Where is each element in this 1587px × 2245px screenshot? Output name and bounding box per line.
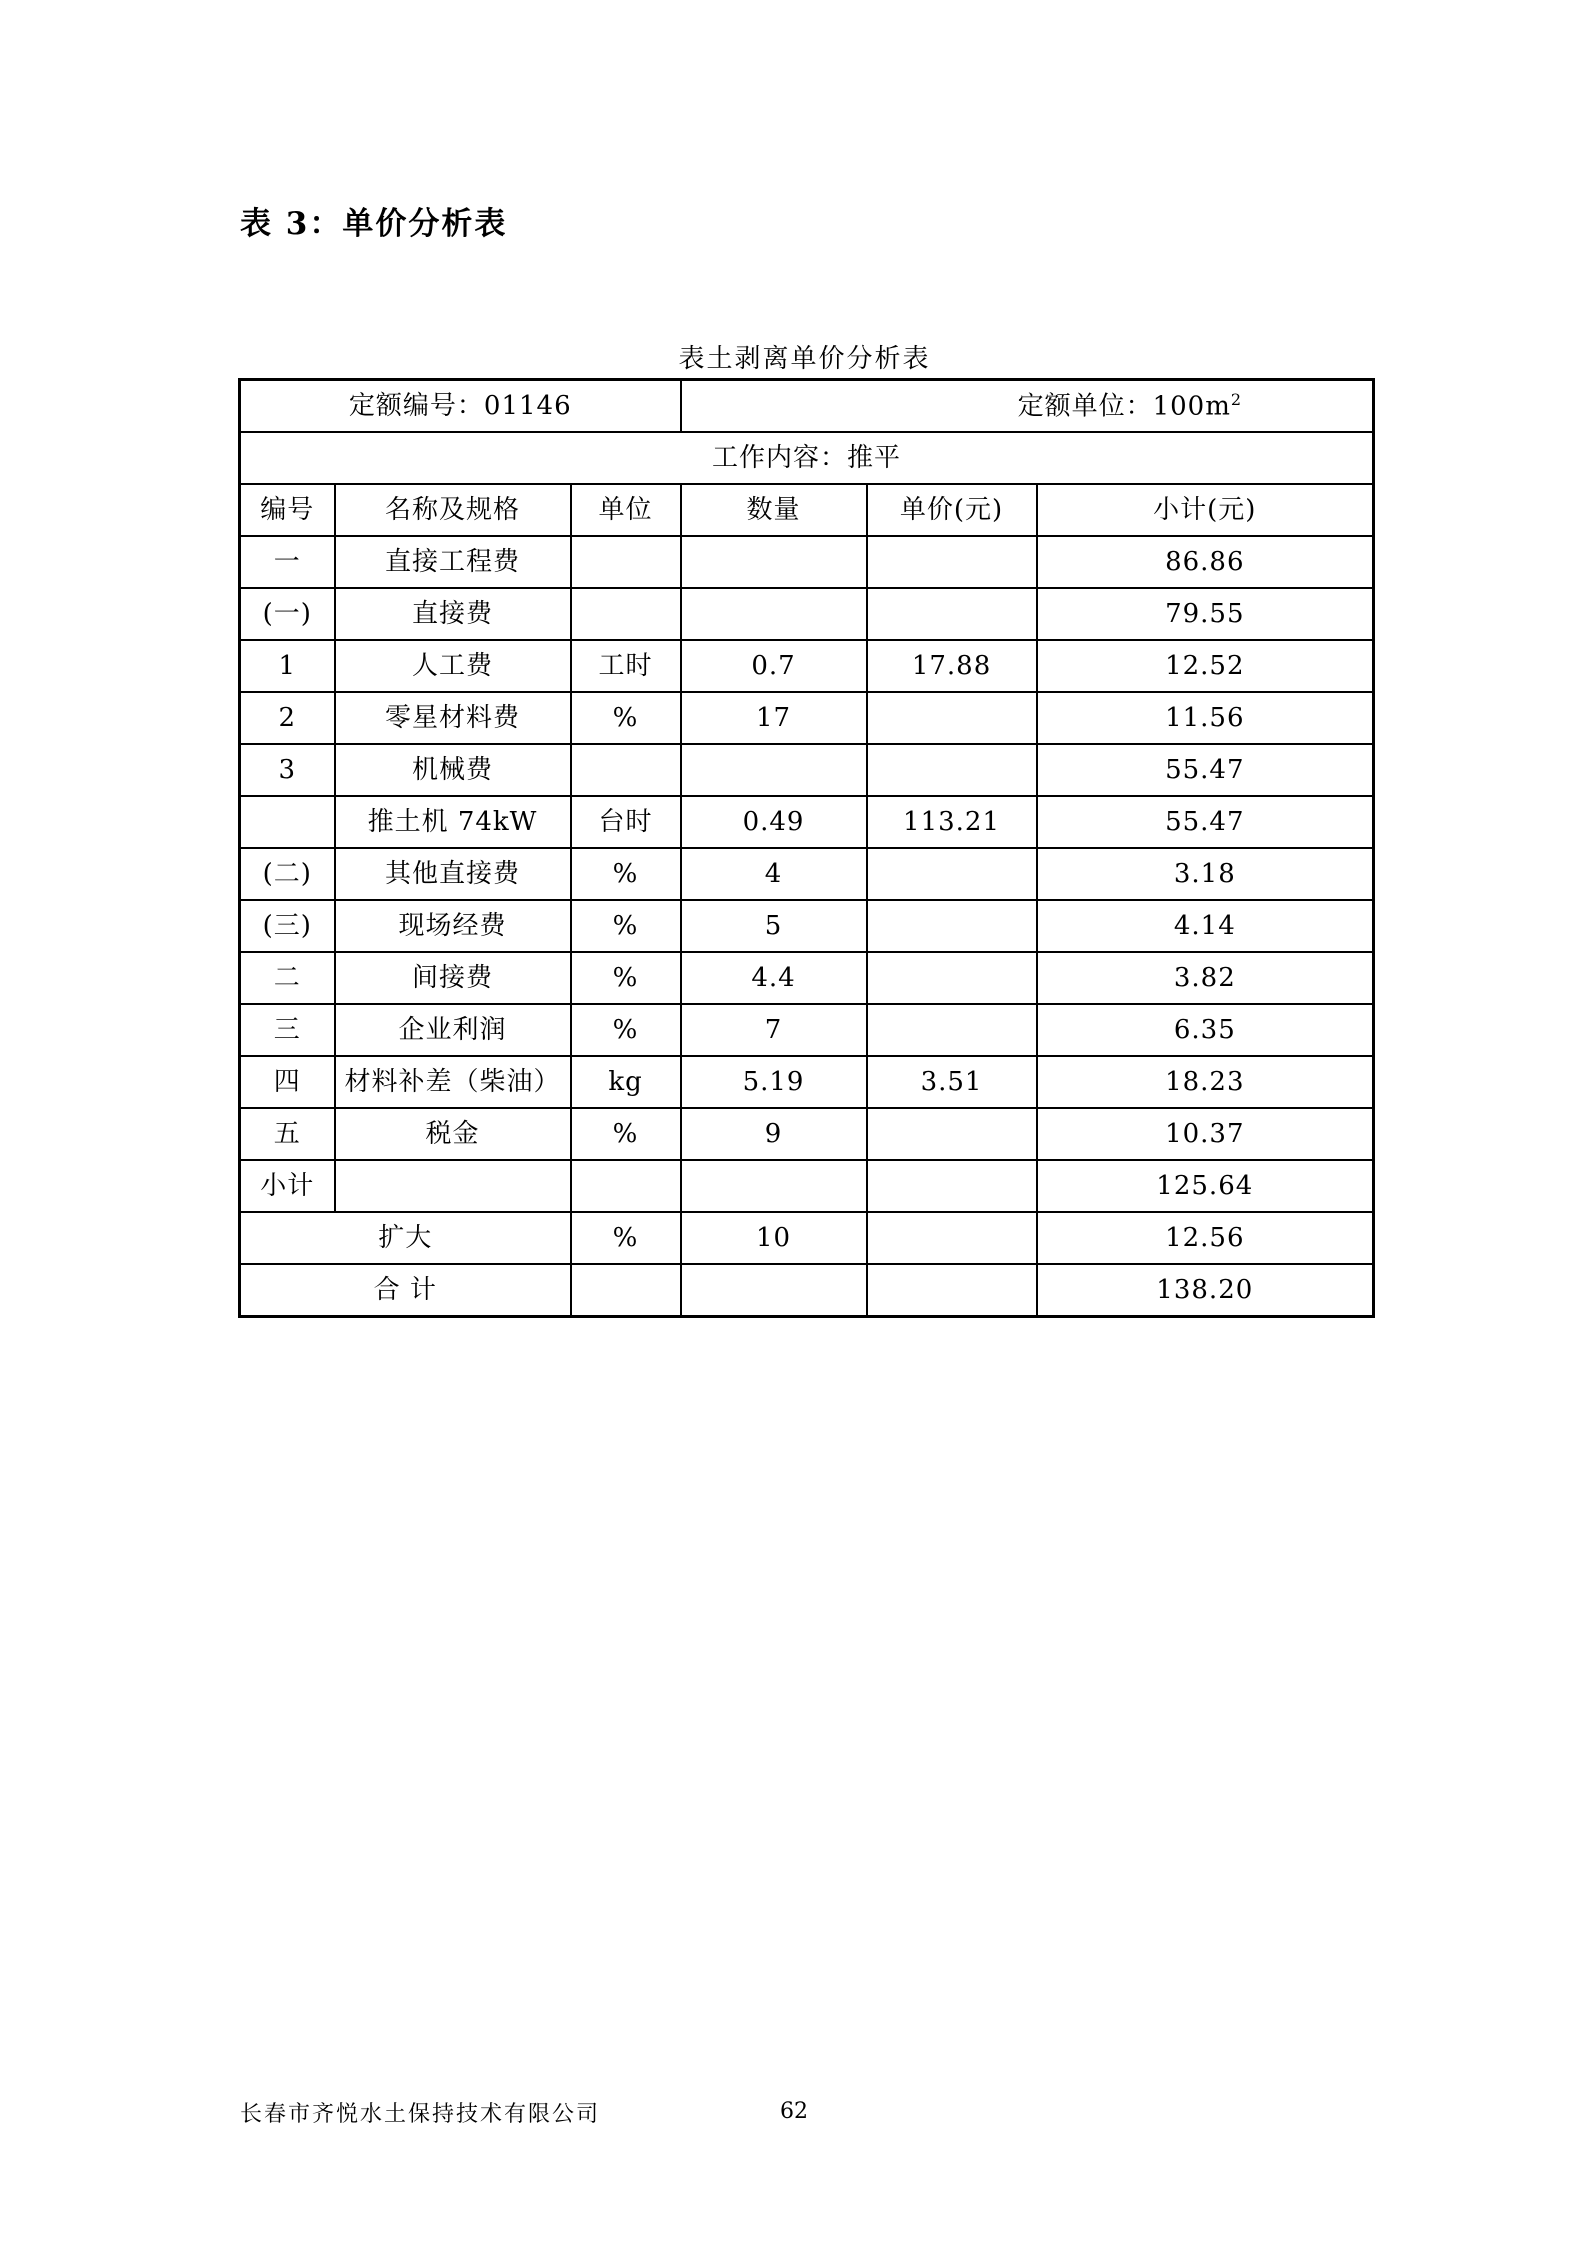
row-subtotal: 4.14 <box>1037 900 1374 952</box>
quota-code-cell <box>240 380 681 433</box>
row-name: 材料补差（柴油） <box>335 1056 571 1108</box>
row-subtotal: 86.86 <box>1037 536 1374 588</box>
row-qty: 5 <box>681 900 867 952</box>
table-row <box>240 640 1374 692</box>
row-price <box>867 1108 1037 1160</box>
row-unit <box>571 1264 681 1317</box>
table-row <box>240 848 1374 900</box>
row-name: 其他直接费 <box>335 848 571 900</box>
table-row <box>240 588 1374 640</box>
row-unit: % <box>571 848 681 900</box>
row-price <box>867 1212 1037 1264</box>
row-unit: % <box>571 952 681 1004</box>
work-content-row <box>240 432 1374 484</box>
row-qty <box>681 744 867 796</box>
row-unit: 台时 <box>571 796 681 848</box>
footer-company: 长春市齐悦水土保持技术有限公司 <box>240 2102 601 2127</box>
row-price <box>867 952 1037 1004</box>
row-price: 17.88 <box>867 640 1037 692</box>
total-label: 合 计 <box>240 1264 571 1317</box>
row-subtotal: 10.37 <box>1037 1108 1374 1160</box>
row-unit: % <box>571 1108 681 1160</box>
row-qty: 10 <box>681 1212 867 1264</box>
row-qty: 0.49 <box>681 796 867 848</box>
quota-unit-cell <box>681 380 1374 433</box>
row-unit: % <box>571 1212 681 1264</box>
quota-code: 定额编号：01146 <box>348 391 572 421</box>
row-name <box>335 1160 571 1212</box>
row-subtotal: 12.52 <box>1037 640 1374 692</box>
row-name: 直接工程费 <box>335 536 571 588</box>
row-price <box>867 1160 1037 1212</box>
row-subtotal: 79.55 <box>1037 588 1374 640</box>
row-no: 2 <box>240 692 335 744</box>
row-no <box>240 796 335 848</box>
row-unit: % <box>571 1004 681 1056</box>
row-unit: % <box>571 900 681 952</box>
row-name: 现场经费 <box>335 900 571 952</box>
header-subtotal: 小计(元) <box>1037 484 1374 536</box>
row-unit <box>571 744 681 796</box>
table-row <box>240 796 1374 848</box>
row-no: 1 <box>240 640 335 692</box>
table-row <box>240 536 1374 588</box>
row-name: 间接费 <box>335 952 571 1004</box>
row-unit <box>571 536 681 588</box>
row-qty <box>681 588 867 640</box>
row-price <box>867 900 1037 952</box>
quota-unit: 定额单位：100m <box>1017 391 1231 422</box>
row-qty: 4 <box>681 848 867 900</box>
row-no: 三 <box>240 1004 335 1056</box>
row-qty: 5.19 <box>681 1056 867 1108</box>
row-name: 人工费 <box>335 640 571 692</box>
row-no: 一 <box>240 536 335 588</box>
row-no: 二 <box>240 952 335 1004</box>
row-no: 四 <box>240 1056 335 1108</box>
row-subtotal: 12.56 <box>1037 1212 1374 1264</box>
row-subtotal: 55.47 <box>1037 744 1374 796</box>
row-price <box>867 1264 1037 1317</box>
row-no: 3 <box>240 744 335 796</box>
row-unit: 工时 <box>571 640 681 692</box>
row-qty <box>681 1160 867 1212</box>
quota-row <box>240 380 1374 433</box>
row-price <box>867 744 1037 796</box>
row-qty: 4.4 <box>681 952 867 1004</box>
row-subtotal: 125.64 <box>1037 1160 1374 1212</box>
row-price <box>867 588 1037 640</box>
row-no: (三) <box>240 900 335 952</box>
row-unit: % <box>571 692 681 744</box>
section-title: 表 3：单价分析表 <box>240 206 508 242</box>
header-price: 单价(元) <box>867 484 1037 536</box>
row-unit <box>571 1160 681 1212</box>
header-qty: 数量 <box>681 484 867 536</box>
row-no: (一) <box>240 588 335 640</box>
table-row <box>240 692 1374 744</box>
row-no: 五 <box>240 1108 335 1160</box>
table-row <box>240 900 1374 952</box>
row-qty: 7 <box>681 1004 867 1056</box>
table-row <box>240 1108 1374 1160</box>
row-subtotal: 138.20 <box>1037 1264 1374 1317</box>
table-row <box>240 1160 1374 1212</box>
row-qty: 17 <box>681 692 867 744</box>
row-name: 推土机 74kW <box>335 796 571 848</box>
row-price <box>867 692 1037 744</box>
row-subtotal: 6.35 <box>1037 1004 1374 1056</box>
table-row <box>240 744 1374 796</box>
header-unit: 单位 <box>571 484 681 536</box>
total-row <box>240 1264 1374 1317</box>
header-no: 编号 <box>240 484 335 536</box>
row-qty <box>681 1264 867 1317</box>
row-price <box>867 536 1037 588</box>
row-unit: kg <box>571 1056 681 1108</box>
row-unit <box>571 588 681 640</box>
row-name: 零星材料费 <box>335 692 571 744</box>
row-qty: 0.7 <box>681 640 867 692</box>
row-price <box>867 848 1037 900</box>
row-qty <box>681 536 867 588</box>
row-price: 3.51 <box>867 1056 1037 1108</box>
table-row <box>240 1004 1374 1056</box>
table-caption: 表土剥离单价分析表 <box>678 344 931 374</box>
row-price <box>867 1004 1037 1056</box>
page-number: 62 <box>780 2099 808 2124</box>
table-row <box>240 952 1374 1004</box>
row-subtotal: 3.18 <box>1037 848 1374 900</box>
work-content: 工作内容：推平 <box>240 432 1374 484</box>
row-price: 113.21 <box>867 796 1037 848</box>
row-name: 税金 <box>335 1108 571 1160</box>
header-name: 名称及规格 <box>335 484 571 536</box>
quota-unit-superscript: 2 <box>1230 390 1243 410</box>
row-no: 小计 <box>240 1160 335 1212</box>
expand-label: 扩大 <box>240 1212 571 1264</box>
expand-row <box>240 1212 1374 1264</box>
row-name: 直接费 <box>335 588 571 640</box>
row-qty: 9 <box>681 1108 867 1160</box>
row-name: 企业利润 <box>335 1004 571 1056</box>
header-row <box>240 484 1374 536</box>
row-name: 机械费 <box>335 744 571 796</box>
row-subtotal: 55.47 <box>1037 796 1374 848</box>
unit-price-analysis-table <box>238 378 1375 1318</box>
row-subtotal: 18.23 <box>1037 1056 1374 1108</box>
row-subtotal: 11.56 <box>1037 692 1374 744</box>
row-subtotal: 3.82 <box>1037 952 1374 1004</box>
table-body <box>240 380 1374 1317</box>
table-row <box>240 1056 1374 1108</box>
row-no: (二) <box>240 848 335 900</box>
